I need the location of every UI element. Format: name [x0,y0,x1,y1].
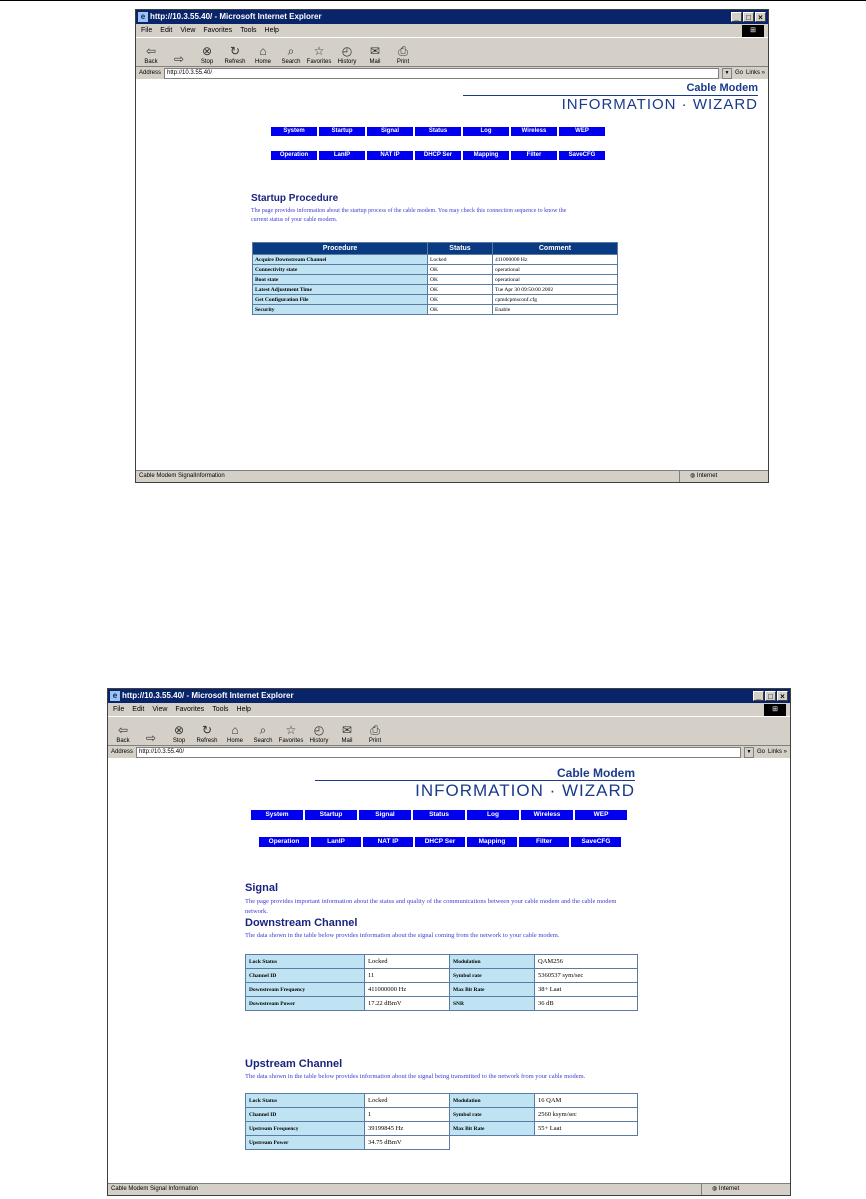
home-icon: ⌂ [259,44,267,58]
history-icon: ◴ [341,44,353,58]
stop-label: Stop [172,738,186,744]
nav-filter[interactable]: Filter [519,837,569,847]
nav-mapping[interactable]: Mapping [463,151,509,160]
menu-bar [136,24,768,37]
label-cell: Downstream Frequency [246,983,365,997]
forward-button[interactable] [140,732,162,745]
nav-row-secondary [259,837,621,847]
label-cell: Symbol rate [450,969,535,983]
nav-system[interactable]: System [271,127,317,136]
windows-logo-icon: ⊞ [764,704,786,716]
links-button[interactable]: Links » [745,70,765,76]
links-button[interactable]: Links » [767,749,787,755]
print-button[interactable] [392,45,414,66]
print-icon: ⎙ [398,44,408,58]
table-row [246,955,638,969]
nav-operation[interactable]: Operation [271,151,317,160]
menu-file[interactable]: File [113,706,125,713]
value-cell: 34.75 dBmV [365,1136,450,1150]
standard-toolbar [108,716,790,746]
table-header-row [253,243,618,255]
history-label: History [337,59,357,65]
favorites-label: Favorites [278,738,304,744]
nav-lanip[interactable]: LanIP [319,151,365,160]
status-cell: OK [428,265,493,275]
value-cell: 16 QAM [535,1094,638,1108]
nav-wireless[interactable]: Wireless [521,810,573,820]
back-button[interactable] [112,724,134,745]
stop-button[interactable] [168,724,190,745]
maximize-button[interactable]: □ [765,691,776,701]
downstream-table [245,954,638,1011]
label-cell: SNR [450,997,535,1011]
favorites-button[interactable] [308,45,330,66]
nav-status[interactable]: Status [413,810,465,820]
history-button[interactable] [336,45,358,66]
menu-favorites[interactable]: Favorites [203,27,233,34]
title-bar[interactable] [108,689,790,703]
menu-edit[interactable]: Edit [160,27,173,34]
back-arrow-icon: ⇦ [145,44,157,58]
label-cell: Symbol rate [450,1108,535,1122]
home-label: Home [226,738,243,744]
table-row [246,1094,638,1108]
menu-help[interactable]: Help [264,27,279,34]
label-cell: Channel ID [246,969,365,983]
value-cell: Locked [365,1094,450,1108]
globe-icon: ◍ [690,473,697,479]
page-top-rule [0,0,866,1]
comment-cell: cpmdcpmsconf.cfg [493,295,618,305]
security-zone [679,471,768,482]
nav-dhcp-ser[interactable]: DHCP Ser [415,837,465,847]
search-icon: ⌕ [259,723,267,737]
zone-label: Internet [718,1186,740,1192]
value-cell: 1 [365,1108,450,1122]
label-cell: Channel ID [246,1108,365,1122]
minimize-button[interactable]: _ [753,691,764,701]
minimize-button[interactable]: _ [731,12,742,22]
column-header: Procedure [253,243,428,255]
search-button[interactable] [280,45,302,66]
maximize-button[interactable]: □ [743,12,754,22]
procedure-cell: Get Configuration File [253,295,428,305]
status-text: Cable Modem Signal Information [111,1186,199,1192]
nav-wireless[interactable]: Wireless [511,127,557,136]
nav-signal[interactable]: Signal [367,127,413,136]
table-row [246,1136,638,1150]
status-cell: OK [428,285,493,295]
label-cell: Upstream Frequency [246,1122,365,1136]
value-cell: 39199845 Hz [365,1122,450,1136]
label-cell: Lock Status [246,955,365,969]
label-cell: Downstream Power [246,997,365,1011]
nav-wep[interactable]: WEP [559,127,605,136]
home-button[interactable] [252,45,274,66]
go-button[interactable]: Go [734,70,743,76]
refresh-button[interactable] [196,724,218,745]
menu-bar [108,703,790,716]
nav-log[interactable]: Log [463,127,509,136]
startup-table [252,242,618,315]
standard-toolbar [136,37,768,67]
go-button[interactable]: Go [756,749,765,755]
ie-logo-icon: e [110,691,120,701]
history-button[interactable] [308,724,330,745]
brand-title: Cable Modem [686,82,758,94]
downstream-heading: Downstream Channel [245,917,358,929]
menu-view[interactable]: View [180,27,196,34]
table-row [253,265,618,275]
upstream-table [245,1093,638,1150]
back-label: Back [116,738,130,744]
comment-cell: Tue Apr 30 09:50:00 2002 [493,285,618,295]
value-cell: 38+ Laat [535,983,638,997]
value-cell: 411000000 Hz [365,983,450,997]
page-description: The page provides important information about the status and quality of the communications between your cable modem and the cable modem network. [245,898,617,915]
favorites-icon: ☆ [285,723,297,737]
table-row [246,969,638,983]
nav-nat-ip[interactable]: NAT IP [367,151,413,160]
menu-favorites[interactable]: Favorites [175,706,205,713]
status-bar [136,470,768,482]
nav-nat-ip[interactable]: NAT IP [363,837,413,847]
window-title: http://10.3.55.40/ - Microsoft Internet Explorer [150,12,322,21]
home-button[interactable] [224,724,246,745]
comment-cell: operational [493,275,618,285]
search-icon: ⌕ [287,44,295,58]
page-title: Signal [245,882,279,894]
menu-help[interactable]: Help [236,706,251,713]
nav-wep[interactable]: WEP [575,810,627,820]
mail-label: Mail [369,59,381,65]
value-cell: 11 [365,969,450,983]
label-cell: Max Bit Rate [450,1122,535,1136]
address-input[interactable]: http://10.3.55.40/ [164,68,719,79]
brand-header [463,82,758,114]
empty-cell [450,1136,638,1150]
nav-signal[interactable]: Signal [359,810,411,820]
page-viewport [108,758,790,1183]
nav-startup[interactable]: Startup [319,127,365,136]
menu-view[interactable]: View [152,706,168,713]
search-button[interactable] [252,724,274,745]
forward-arrow-icon: ⇨ [145,731,157,745]
procedure-cell: Connectivity state [253,265,428,275]
column-header: Status [428,243,493,255]
menu-tools[interactable]: Tools [212,706,229,713]
nav-startup[interactable]: Startup [305,810,357,820]
history-icon: ◴ [313,723,325,737]
home-label: Home [254,59,271,65]
label-cell: Modulation [450,1094,535,1108]
table-row [246,983,638,997]
globe-icon: ◍ [712,1186,719,1192]
back-label: Back [144,59,158,65]
mail-button[interactable] [364,45,386,66]
label-cell: Modulation [450,955,535,969]
procedure-cell: Latest Adjustment Time [253,285,428,295]
print-button[interactable] [364,724,386,745]
menu-file[interactable]: File [141,27,153,34]
refresh-label: Refresh [224,59,246,65]
page-viewport [136,79,768,470]
value-cell: 55+ Laat [535,1122,638,1136]
procedure-cell: Security [253,305,428,315]
value-cell: 5360537 sym/sec [535,969,638,983]
page-description: The page provides information about the startup process of the cable modem. You may check this connection sequence to know the current status of your cable modem. [251,208,567,223]
menu-edit[interactable]: Edit [132,706,145,713]
nav-dhcp-ser[interactable]: DHCP Ser [415,151,461,160]
print-icon: ⎙ [370,723,380,737]
search-label: Search [253,738,273,744]
mail-label: Mail [341,738,353,744]
refresh-icon: ↻ [201,723,213,737]
label-cell: Max Bit Rate [450,983,535,997]
close-button[interactable]: × [755,12,766,22]
close-button[interactable]: × [777,691,788,701]
status-cell: Locked [428,255,493,265]
upstream-heading: Upstream Channel [245,1058,343,1070]
forward-arrow-icon: ⇨ [173,52,185,66]
comment-cell: operational [493,265,618,275]
table-row [253,275,618,285]
status-text: Cable Modem SignalInformation [139,473,225,479]
print-label: Print [368,738,382,744]
favorites-label: Favorites [306,59,332,65]
status-cell: OK [428,275,493,285]
stop-button[interactable] [196,45,218,66]
favorites-button[interactable] [280,724,302,745]
nav-system[interactable]: System [251,810,303,820]
menu-tools[interactable]: Tools [240,27,257,34]
value-cell: Locked [365,955,450,969]
refresh-button[interactable] [224,45,246,66]
title-bar[interactable] [136,10,768,24]
refresh-icon: ↻ [229,44,241,58]
back-button[interactable] [140,45,162,66]
history-label: History [309,738,329,744]
stop-icon: ⊗ [173,723,185,737]
value-cell: QAM256 [535,955,638,969]
nav-filter[interactable]: Filter [511,151,557,160]
table-row [253,255,618,265]
table-row [253,305,618,315]
nav-lanip[interactable]: LanIP [311,837,361,847]
ie-logo-icon: e [138,12,148,22]
refresh-label: Refresh [196,738,218,744]
nav-mapping[interactable]: Mapping [467,837,517,847]
address-bar [108,746,790,758]
browser-window-startup [135,9,769,483]
table-row [246,1122,638,1136]
table-row [246,997,638,1011]
stop-icon: ⊗ [201,44,213,58]
table-row [246,1108,638,1122]
security-zone [701,1184,790,1195]
value-cell: 2560 ksym/sec [535,1108,638,1122]
home-icon: ⌂ [231,723,239,737]
status-cell: OK [428,295,493,305]
nav-operation[interactable]: Operation [259,837,309,847]
address-input[interactable]: http://10.3.55.40/ [136,747,741,758]
back-arrow-icon: ⇦ [117,723,129,737]
upstream-description: The data shown in the table below provides information about the signal being transmitted to the network from your cable modem. [245,1073,586,1080]
status-bar [108,1183,790,1195]
stop-label: Stop [200,59,214,65]
downstream-description: The data shown in the table below provides information about the signal coming from the network to your cable modem. [245,932,560,939]
brand-title: Cable Modem [556,766,635,780]
table-row [253,285,618,295]
value-cell: 17.22 dBmV [365,997,450,1011]
label-cell: Lock Status [246,1094,365,1108]
table-row [253,295,618,305]
search-label: Search [281,59,301,65]
nav-row-secondary [271,151,605,160]
page-title: Startup Procedure [251,193,339,204]
mail-icon: ✉ [341,723,353,737]
address-bar [136,67,768,79]
label-cell: Upstream Power [246,1136,365,1150]
value-cell: 36 dB [535,997,638,1011]
address-label: Address [139,70,162,76]
nav-row-primary [271,127,605,136]
brand-subtitle: INFORMATION · WIZARD [561,96,758,113]
column-header: Comment [493,243,618,255]
comment-cell: Enable [493,305,618,315]
procedure-cell: Boot state [253,275,428,285]
mail-button[interactable] [336,724,358,745]
brand-header [315,766,635,801]
forward-button[interactable] [168,53,190,66]
nav-log[interactable]: Log [467,810,519,820]
nav-savecfg[interactable]: SaveCFG [559,151,605,160]
browser-window-signal [107,688,791,1196]
procedure-cell: Acquire Downstream Channel [253,255,428,265]
address-label: Address [111,749,134,755]
nav-status[interactable]: Status [415,127,461,136]
address-dropdown-icon[interactable]: ▼ [722,68,732,79]
brand-subtitle: INFORMATION · WIZARD [415,781,635,800]
nav-savecfg[interactable]: SaveCFG [571,837,621,847]
window-title: http://10.3.55.40/ - Microsoft Internet Explorer [122,691,294,700]
mail-icon: ✉ [369,44,381,58]
windows-logo-icon: ⊞ [742,25,764,37]
nav-row-primary [251,810,627,820]
print-label: Print [396,59,410,65]
comment-cell: 411000000 Hz [493,255,618,265]
favorites-icon: ☆ [313,44,325,58]
status-cell: OK [428,305,493,315]
zone-label: Internet [696,473,718,479]
address-dropdown-icon[interactable]: ▼ [744,747,754,758]
